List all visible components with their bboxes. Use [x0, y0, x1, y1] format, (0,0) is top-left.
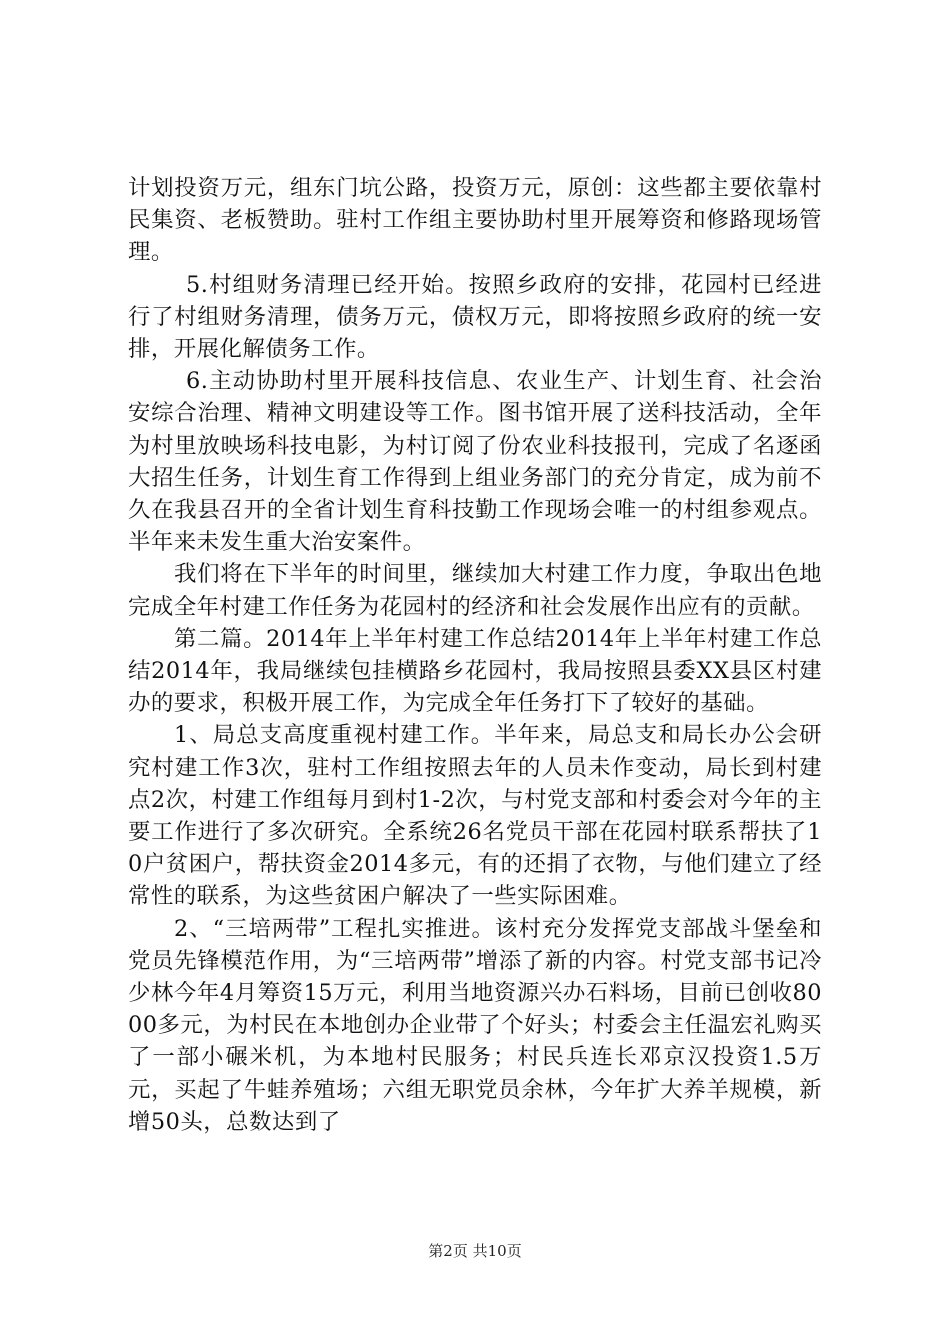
- page-footer: [0, 1241, 950, 1261]
- paragraph-conclusion: 我们将在下半年的时间里，继续加大村建工作力度，争取出色地完成全年村建工作任务为花园村的经济和社会发展作出应有的贡献。: [128, 561, 822, 620]
- paragraph-item-5: 5.村组财务清理已经开始。按照乡政府的安排，花园村已经进行了村组财务清理，债务万元，债权万元，即将按照乡政府的统一安排，开展化解债务工作。: [128, 271, 822, 363]
- page-number: 第2页 共10页: [428, 1242, 522, 1260]
- paragraph-item-6: 6.主动协助村里开展科技信息、农业生产、计划生育、社会治安综合治理、精神文明建设等工作。图书馆开展了送科技活动，全年为村里放映场科技电影，为村订阅了份农业科技报刊，完成了名逐函大招生任务，计划生育工作得到上组业务部门的充分肯定，成为前不久在我县召开的全省计划生育科技勤工作现场会唯一的村组参观点。半年来未发生重大治安案件。: [128, 368, 822, 556]
- paragraph-item-2: 2、“三培两带”工程扎实推进。该村充分发挥党支部战斗堡垒和党员先锋模范作用，为“三培两带”增添了新的内容。村党支部书记冷少林今年4月筹资15万元，利用当地资源兴办石料场，目前已创收8000多元，为村民在本地创办企业带了个好头；村委会主任温宏礼购买了一部小碾米机，为本地村民服务；村民兵连长邓京汉投资1.5万元，买起了牛蛙养殖场；六组无职党员余林，今年扩大养羊规模，新增50头，总数达到了: [128, 915, 822, 1135]
- paragraph-item-1: 1、局总支高度重视村建工作。半年来，局总支和局长办公会研究村建工作3次，驻村工作组按照去年的人员未作变动，局长到村建点2次，村建工作组每月到村1-2次，与村党支部和村委会对今年的主要工作进行了多次研究。全系统26名党员干部在花园村联系帮扶了10户贫困户，帮扶资金2014多元，有的还捐了衣物，与他们建立了经常性的联系，为这些贫困户解决了一些实际困难。: [128, 722, 822, 910]
- document-body: [128, 172, 822, 1138]
- paragraph-second-article-intro: 第二篇。2014年上半年村建工作总结2014年上半年村建工作总结2014年，我局继续包挂横路乡花园村，我局按照县委XX县区村建办的要求，积极开展工作，为完成全年任务打下了较好的基础。: [128, 625, 822, 717]
- paragraph-continuation: 计划投资万元，组东门坑公路，投资万元，原创：这些都主要依靠村民集资、老板赞助。驻村工作组主要协助村里开展筹资和修路现场管理。: [128, 175, 822, 266]
